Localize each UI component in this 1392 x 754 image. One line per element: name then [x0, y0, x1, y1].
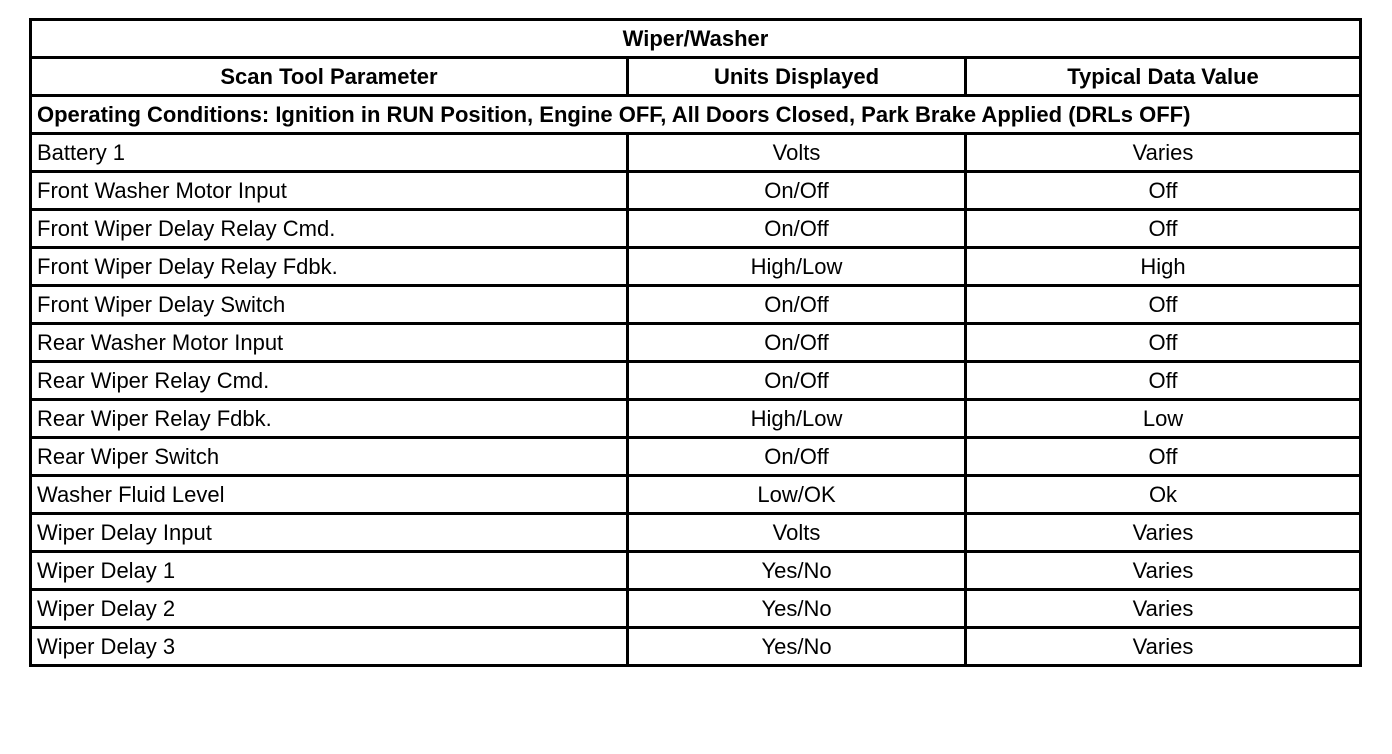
typical-value-cell: Off	[966, 362, 1361, 400]
typical-value-cell: Off	[966, 172, 1361, 210]
units-cell: On/Off	[628, 210, 966, 248]
wiper-washer-data-table	[29, 18, 1362, 667]
typical-value-cell: Varies	[966, 514, 1361, 552]
typical-value-cell: Low	[966, 400, 1361, 438]
typical-value-cell: Varies	[966, 590, 1361, 628]
units-cell: Volts	[628, 514, 966, 552]
table-body	[31, 20, 1361, 666]
parameter-cell: Battery 1	[31, 134, 628, 172]
parameter-cell: Wiper Delay 3	[31, 628, 628, 666]
table-row	[31, 628, 1361, 666]
parameter-cell: Rear Wiper Relay Fdbk.	[31, 400, 628, 438]
table-row	[31, 324, 1361, 362]
typical-value-cell: Varies	[966, 628, 1361, 666]
parameter-cell: Rear Wiper Switch	[31, 438, 628, 476]
title-row	[31, 20, 1361, 58]
parameter-cell: Front Wiper Delay Relay Fdbk.	[31, 248, 628, 286]
units-cell: Yes/No	[628, 590, 966, 628]
parameter-cell: Wiper Delay 2	[31, 590, 628, 628]
units-cell: On/Off	[628, 324, 966, 362]
parameter-cell: Wiper Delay Input	[31, 514, 628, 552]
table-title: Wiper/Washer	[31, 20, 1361, 58]
conditions-row	[31, 96, 1361, 134]
units-cell: High/Low	[628, 400, 966, 438]
units-cell: On/Off	[628, 286, 966, 324]
operating-conditions: Operating Conditions: Ignition in RUN Position, Engine OFF, All Doors Closed, Park Brake Applied (DRLs OFF)	[31, 96, 1361, 134]
units-cell: On/Off	[628, 438, 966, 476]
units-cell: High/Low	[628, 248, 966, 286]
units-cell: Low/OK	[628, 476, 966, 514]
table-row	[31, 210, 1361, 248]
units-cell: On/Off	[628, 172, 966, 210]
table-row	[31, 400, 1361, 438]
parameter-cell: Rear Wiper Relay Cmd.	[31, 362, 628, 400]
header-typical-data-value: Typical Data Value	[966, 58, 1361, 96]
table-row	[31, 438, 1361, 476]
parameter-cell: Front Wiper Delay Switch	[31, 286, 628, 324]
units-cell: On/Off	[628, 362, 966, 400]
units-cell: Yes/No	[628, 552, 966, 590]
table-row	[31, 362, 1361, 400]
table-row	[31, 514, 1361, 552]
typical-value-cell: Varies	[966, 552, 1361, 590]
header-units-displayed: Units Displayed	[628, 58, 966, 96]
parameter-cell: Front Washer Motor Input	[31, 172, 628, 210]
table-row	[31, 476, 1361, 514]
parameter-cell: Front Wiper Delay Relay Cmd.	[31, 210, 628, 248]
units-cell: Volts	[628, 134, 966, 172]
typical-value-cell: Off	[966, 286, 1361, 324]
table-row	[31, 286, 1361, 324]
table-row	[31, 248, 1361, 286]
table-row	[31, 134, 1361, 172]
header-row	[31, 58, 1361, 96]
header-scan-tool-parameter: Scan Tool Parameter	[31, 58, 628, 96]
table-row	[31, 590, 1361, 628]
parameter-cell: Wiper Delay 1	[31, 552, 628, 590]
typical-value-cell: Varies	[966, 134, 1361, 172]
typical-value-cell: High	[966, 248, 1361, 286]
table-row	[31, 172, 1361, 210]
table-row	[31, 552, 1361, 590]
units-cell: Yes/No	[628, 628, 966, 666]
parameter-cell: Rear Washer Motor Input	[31, 324, 628, 362]
typical-value-cell: Off	[966, 438, 1361, 476]
typical-value-cell: Off	[966, 324, 1361, 362]
typical-value-cell: Off	[966, 210, 1361, 248]
parameter-cell: Washer Fluid Level	[31, 476, 628, 514]
typical-value-cell: Ok	[966, 476, 1361, 514]
